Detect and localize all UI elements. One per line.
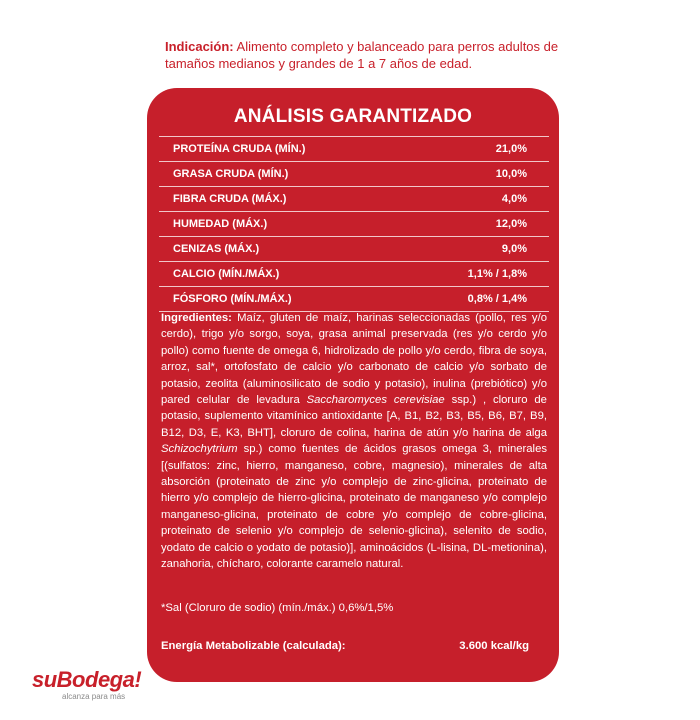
analisis-table	[159, 136, 549, 312]
table-row	[159, 211, 549, 236]
analisis-title: ANÁLISIS GARANTIZADO	[233, 106, 473, 127]
row-value: 1,1% / 1,8%	[467, 268, 527, 280]
logo-tagline: alcanza para más	[62, 692, 126, 701]
ingredients-part2: ssp.) , cloruro de potasio, suplemento vitamínico antioxidante [A, B1, B2, B3, B5, B6, B7, B9, B12, D3, E, K3, BHT], cloruro de colina, harina de atún y/o harina de alga	[161, 394, 547, 439]
table-row	[159, 136, 549, 161]
table-row	[159, 186, 549, 211]
table-row	[159, 261, 549, 286]
ingredients-part1: Maíz, gluten de maíz, harinas seleccionadas (pollo, res y/o cerdo), trigo y/o sorgo, soya, grasa animal preservada (res y/o cerdo y/o pollo) como fuente de omega 6, hidrolizado de pollo y/o cerdo, fibra de soya, arroz, sal*, ortofosfato de calcio y/o carbonato de calcio y/o sorbato de potasio, zeolita (aluminosilicato de sodio y potasio), inulina (prebiótico) y/o pared celular de levadura	[161, 312, 547, 407]
table-row	[159, 286, 549, 312]
row-name: FIBRA CRUDA (MÁX.)	[173, 193, 287, 205]
row-name: HUMEDAD (MÁX.)	[173, 218, 268, 230]
row-value: 0,8% / 1,4%	[467, 293, 527, 305]
row-name: FÓSFORO (MÍN./MÁX.)	[173, 293, 292, 305]
row-value: 9,0%	[501, 243, 527, 255]
table-row	[159, 161, 549, 186]
row-value: 4,0%	[501, 193, 527, 205]
ingredients-label: Ingredientes:	[161, 312, 232, 324]
row-value: 10,0%	[495, 168, 527, 180]
energy-value: 3.600 kcal/kg	[459, 640, 529, 652]
energy-label: Energía Metabolizable (calculada):	[161, 640, 346, 652]
row-name: PROTEÍNA CRUDA (MÍN.)	[173, 143, 306, 155]
indicacion-text	[165, 38, 565, 72]
ingredients-part3: sp.) como fuentes de ácidos grasos omega 3, minerales [(sulfatos: zinc, hierro, manganeso, cobre, magnesio), minerales de alta absorción (proteinato de zinc y/o complejo de zinc-glicina, proteinato de hierro y/o complejo de hierro-glicina, proteinato de manganeso y/o complejo manganeso-glicina, proteinato de cobre y/o complejo de cobre-glicina, proteinato de selenio y/o complejo de selenio-glicina), selenito de sodio, yodato de calcio o yodato de potasio)], aminoácidos (L-lisina, DL-metionina), zanahoria, chícharo, colorante caramelo natural.	[161, 443, 547, 571]
row-name: CENIZAS (MÁX.)	[173, 243, 260, 255]
nutrition-panel	[147, 88, 559, 682]
indicacion-label: Indicación:	[165, 39, 234, 54]
row-name: CALCIO (MÍN./MÁX.)	[173, 268, 280, 280]
salt-footnote: *Sal (Cloruro de sodio) (mín./máx.) 0,6%/1,5%	[161, 602, 394, 614]
table-row	[159, 236, 549, 261]
ingredients-text	[161, 310, 547, 573]
subodega-logo	[32, 668, 182, 710]
ingredients-italic2: Schizochytrium	[161, 443, 238, 456]
row-value: 21,0%	[495, 143, 527, 155]
energy-row	[161, 640, 529, 652]
indicacion-body: Alimento completo y balanceado para perros adultos de tamaños medianos y grandes de 1 a 7 años de edad.	[165, 39, 559, 71]
row-value: 12,0%	[495, 218, 527, 230]
logo-brand: suBodega!	[32, 667, 142, 692]
row-name: GRASA CRUDA (MÍN.)	[173, 168, 289, 180]
ingredients-italic1: Saccharomyces cerevisiae	[306, 394, 445, 407]
